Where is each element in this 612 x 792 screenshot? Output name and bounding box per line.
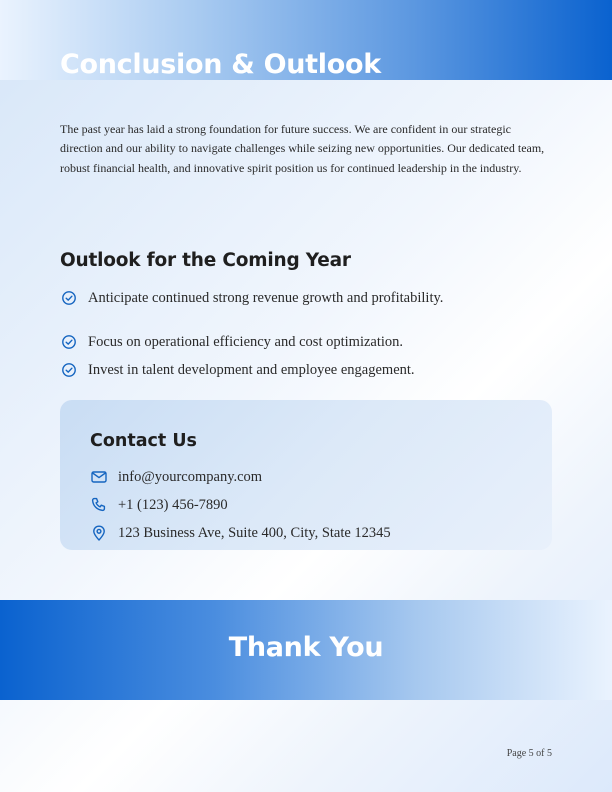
contact-address-text: 123 Business Ave, Suite 400, City, State 12345 xyxy=(118,524,391,541)
contact-phone[interactable] xyxy=(90,495,228,515)
intro-paragraph: The past year has laid a strong foundation for future success. We are confident in our strategic direction and our ability to navigate challenges while seizing new opportunities. Our dedicated team, robust financial health, and innovative spirit position us for continued leadership in the industry. xyxy=(60,122,545,175)
phone-icon xyxy=(90,496,108,514)
envelope-icon xyxy=(90,468,108,486)
outlook-item-text: Focus on operational efficiency and cost optimization. xyxy=(88,333,404,350)
page-number: Page 5 of 5 xyxy=(506,748,552,759)
check-circle-icon xyxy=(60,333,78,351)
contact-card xyxy=(60,400,552,550)
outlook-item-text: Anticipate continued strong revenue growth and profitability. xyxy=(88,289,444,306)
outlook-item xyxy=(60,288,443,308)
contact-heading: Contact Us xyxy=(90,431,197,451)
thank-you-band xyxy=(0,600,612,700)
outlook-item xyxy=(60,332,403,352)
map-pin-icon xyxy=(90,524,108,542)
check-circle-icon xyxy=(60,361,78,379)
check-circle-icon xyxy=(60,289,78,307)
page-title: Conclusion & Outlook xyxy=(60,49,381,80)
outlook-item-text: Invest in talent development and employee engagement. xyxy=(88,361,415,378)
contact-email-text: info@yourcompany.com xyxy=(118,468,263,485)
thank-you-text: Thank You xyxy=(228,632,384,663)
contact-email[interactable] xyxy=(90,467,262,487)
contact-address xyxy=(90,523,391,543)
outlook-item xyxy=(60,360,415,380)
contact-phone-text: +1 (123) 456-7890 xyxy=(118,496,228,513)
outlook-heading: Outlook for the Coming Year xyxy=(60,250,351,271)
